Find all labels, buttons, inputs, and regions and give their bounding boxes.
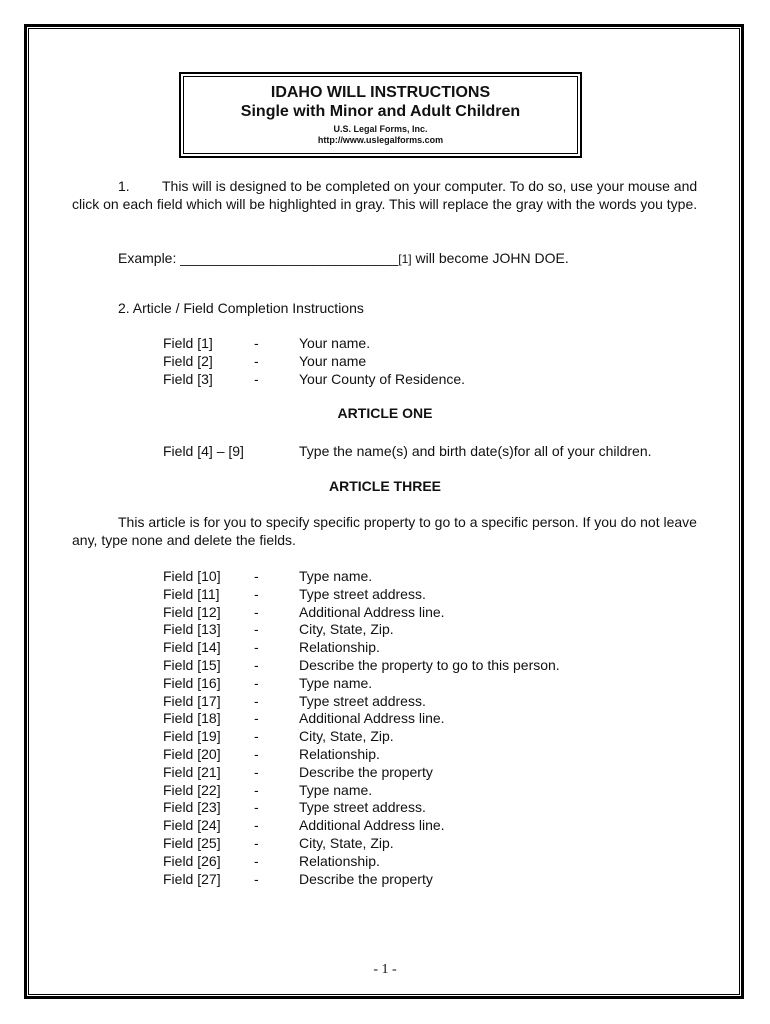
field-field: Field [23] [163,799,221,816]
field-desc: Your County of Residence. [299,371,466,387]
field-field: Field [12] [163,603,221,620]
field-field: Field [11] [163,585,220,602]
field-dash: - [254,657,259,673]
field-dash: - [254,781,259,798]
header-box [183,76,578,154]
field-dash: - [254,568,259,584]
document-title: IDAHO WILL INSTRUCTIONS [270,84,491,101]
field-row [0,620,770,638]
field-desc: Additional Address line. [299,603,445,620]
article-one-field-desc: Type the name(s) and birth date(s)for all of your children. [299,443,652,459]
field-desc: Your name. [299,335,371,351]
field-dash: - [254,585,259,602]
field-row [0,834,770,852]
field-field: Field [25] [163,835,221,851]
field-row [0,603,770,621]
field-field: Field [18] [163,710,221,727]
field-dash: - [254,870,259,887]
field-dash: - [254,710,259,727]
field-dash: - [254,746,259,762]
intro-text: This will is designed to be completed on your computer. To do so, use your mouse and click on each field which will be highlighted in gray. This will replace the gray with the words you type. [72,178,698,212]
example-line [118,249,569,268]
article-one-field-row [0,442,770,460]
field-field: Field [15] [163,657,221,673]
intro-paragraph [72,177,704,213]
field-field: Field [3] [163,371,213,387]
company-url[interactable]: http://www.uslegalforms.com [317,135,444,145]
field-dash: - [254,335,259,351]
page-number: - 1 - [373,962,397,977]
field-field: Field [27] [163,870,221,887]
field-field: Field [17] [163,692,221,709]
field-dash: - [254,692,259,709]
field-row [0,816,770,834]
field-dash: - [254,639,259,656]
field-field: Field [26] [163,852,221,869]
field-desc: Additional Address line. [299,817,445,834]
field-field: Field [14] [163,639,221,656]
intro-number: 1. [118,178,130,194]
field-dash: - [254,674,259,691]
field-row [0,727,770,745]
example-suffix: will become JOHN DOE. [411,250,569,266]
field-dash: - [254,621,259,638]
field-desc: Type name. [299,781,373,798]
field-field: Field [24] [163,817,221,834]
example-field: [1] [398,252,412,266]
field-row [0,798,770,816]
field-desc: Describe the property [299,763,433,780]
field-row [0,852,770,870]
field-desc: Type name. [299,568,373,584]
field-desc: Type name. [299,674,373,691]
article-three-heading: ARTICLE THREE [329,478,441,494]
company-name: U.S. Legal Forms, Inc. [333,124,428,134]
field-row [0,781,770,799]
field-dash: - [254,835,259,851]
field-dash: - [254,852,259,869]
field-row [0,763,770,781]
field-desc: Type street address. [299,692,426,709]
field-field: Field [16] [163,674,221,691]
field-desc: Relationship. [299,852,380,869]
field-desc: City, State, Zip. [299,621,394,638]
example-blank: ____________________________ [180,250,399,266]
field-row [0,638,770,656]
field-field: Field [19] [163,728,221,745]
field-field: Field [2] [163,353,213,369]
field-desc: Describe the property [299,870,433,887]
field-desc: Additional Address line. [299,710,445,727]
article-one-field-label: Field [4] – [9] [163,443,244,459]
field-desc: City, State, Zip. [299,728,394,745]
field-field: Field [22] [163,781,221,798]
field-row [0,585,770,603]
section-2-heading: 2. Article / Field Completion Instructions [118,300,364,316]
field-field: Field [20] [163,746,221,762]
article-three-text: This article is for you to specify specific property to go to a specific person. If you do not leave any, type none and delete the fields. [72,514,697,548]
field-dash: - [254,353,259,369]
field-row [0,870,770,888]
field-field: Field [10] [163,568,221,584]
example-label: Example: [118,250,181,266]
field-dash: - [254,603,259,620]
field-dash: - [254,728,259,745]
field-row [0,370,770,388]
field-desc: Describe the property to go to this person. [299,657,560,673]
field-row [0,692,770,710]
field-row [0,656,770,674]
field-desc: Type street address. [299,585,426,602]
field-row [0,334,770,352]
field-row [0,709,770,727]
field-desc: City, State, Zip. [299,835,394,851]
document-subtitle: Single with Minor and Adult Children [240,103,521,120]
field-dash: - [254,371,259,387]
field-dash: - [254,763,259,780]
field-desc: Relationship. [299,639,380,656]
field-row [0,567,770,585]
field-row [0,352,770,370]
field-desc: Your name [299,353,367,369]
field-dash: - [254,817,259,834]
article-three-paragraph [72,513,704,549]
field-row [0,745,770,763]
field-field: Field [13] [163,621,221,638]
field-desc: Relationship. [299,746,380,762]
field-field: Field [21] [163,763,221,780]
field-row [0,674,770,692]
field-field: Field [1] [163,335,213,351]
article-one-heading: ARTICLE ONE [337,405,433,421]
field-dash: - [254,799,259,816]
field-desc: Type street address. [299,799,426,816]
